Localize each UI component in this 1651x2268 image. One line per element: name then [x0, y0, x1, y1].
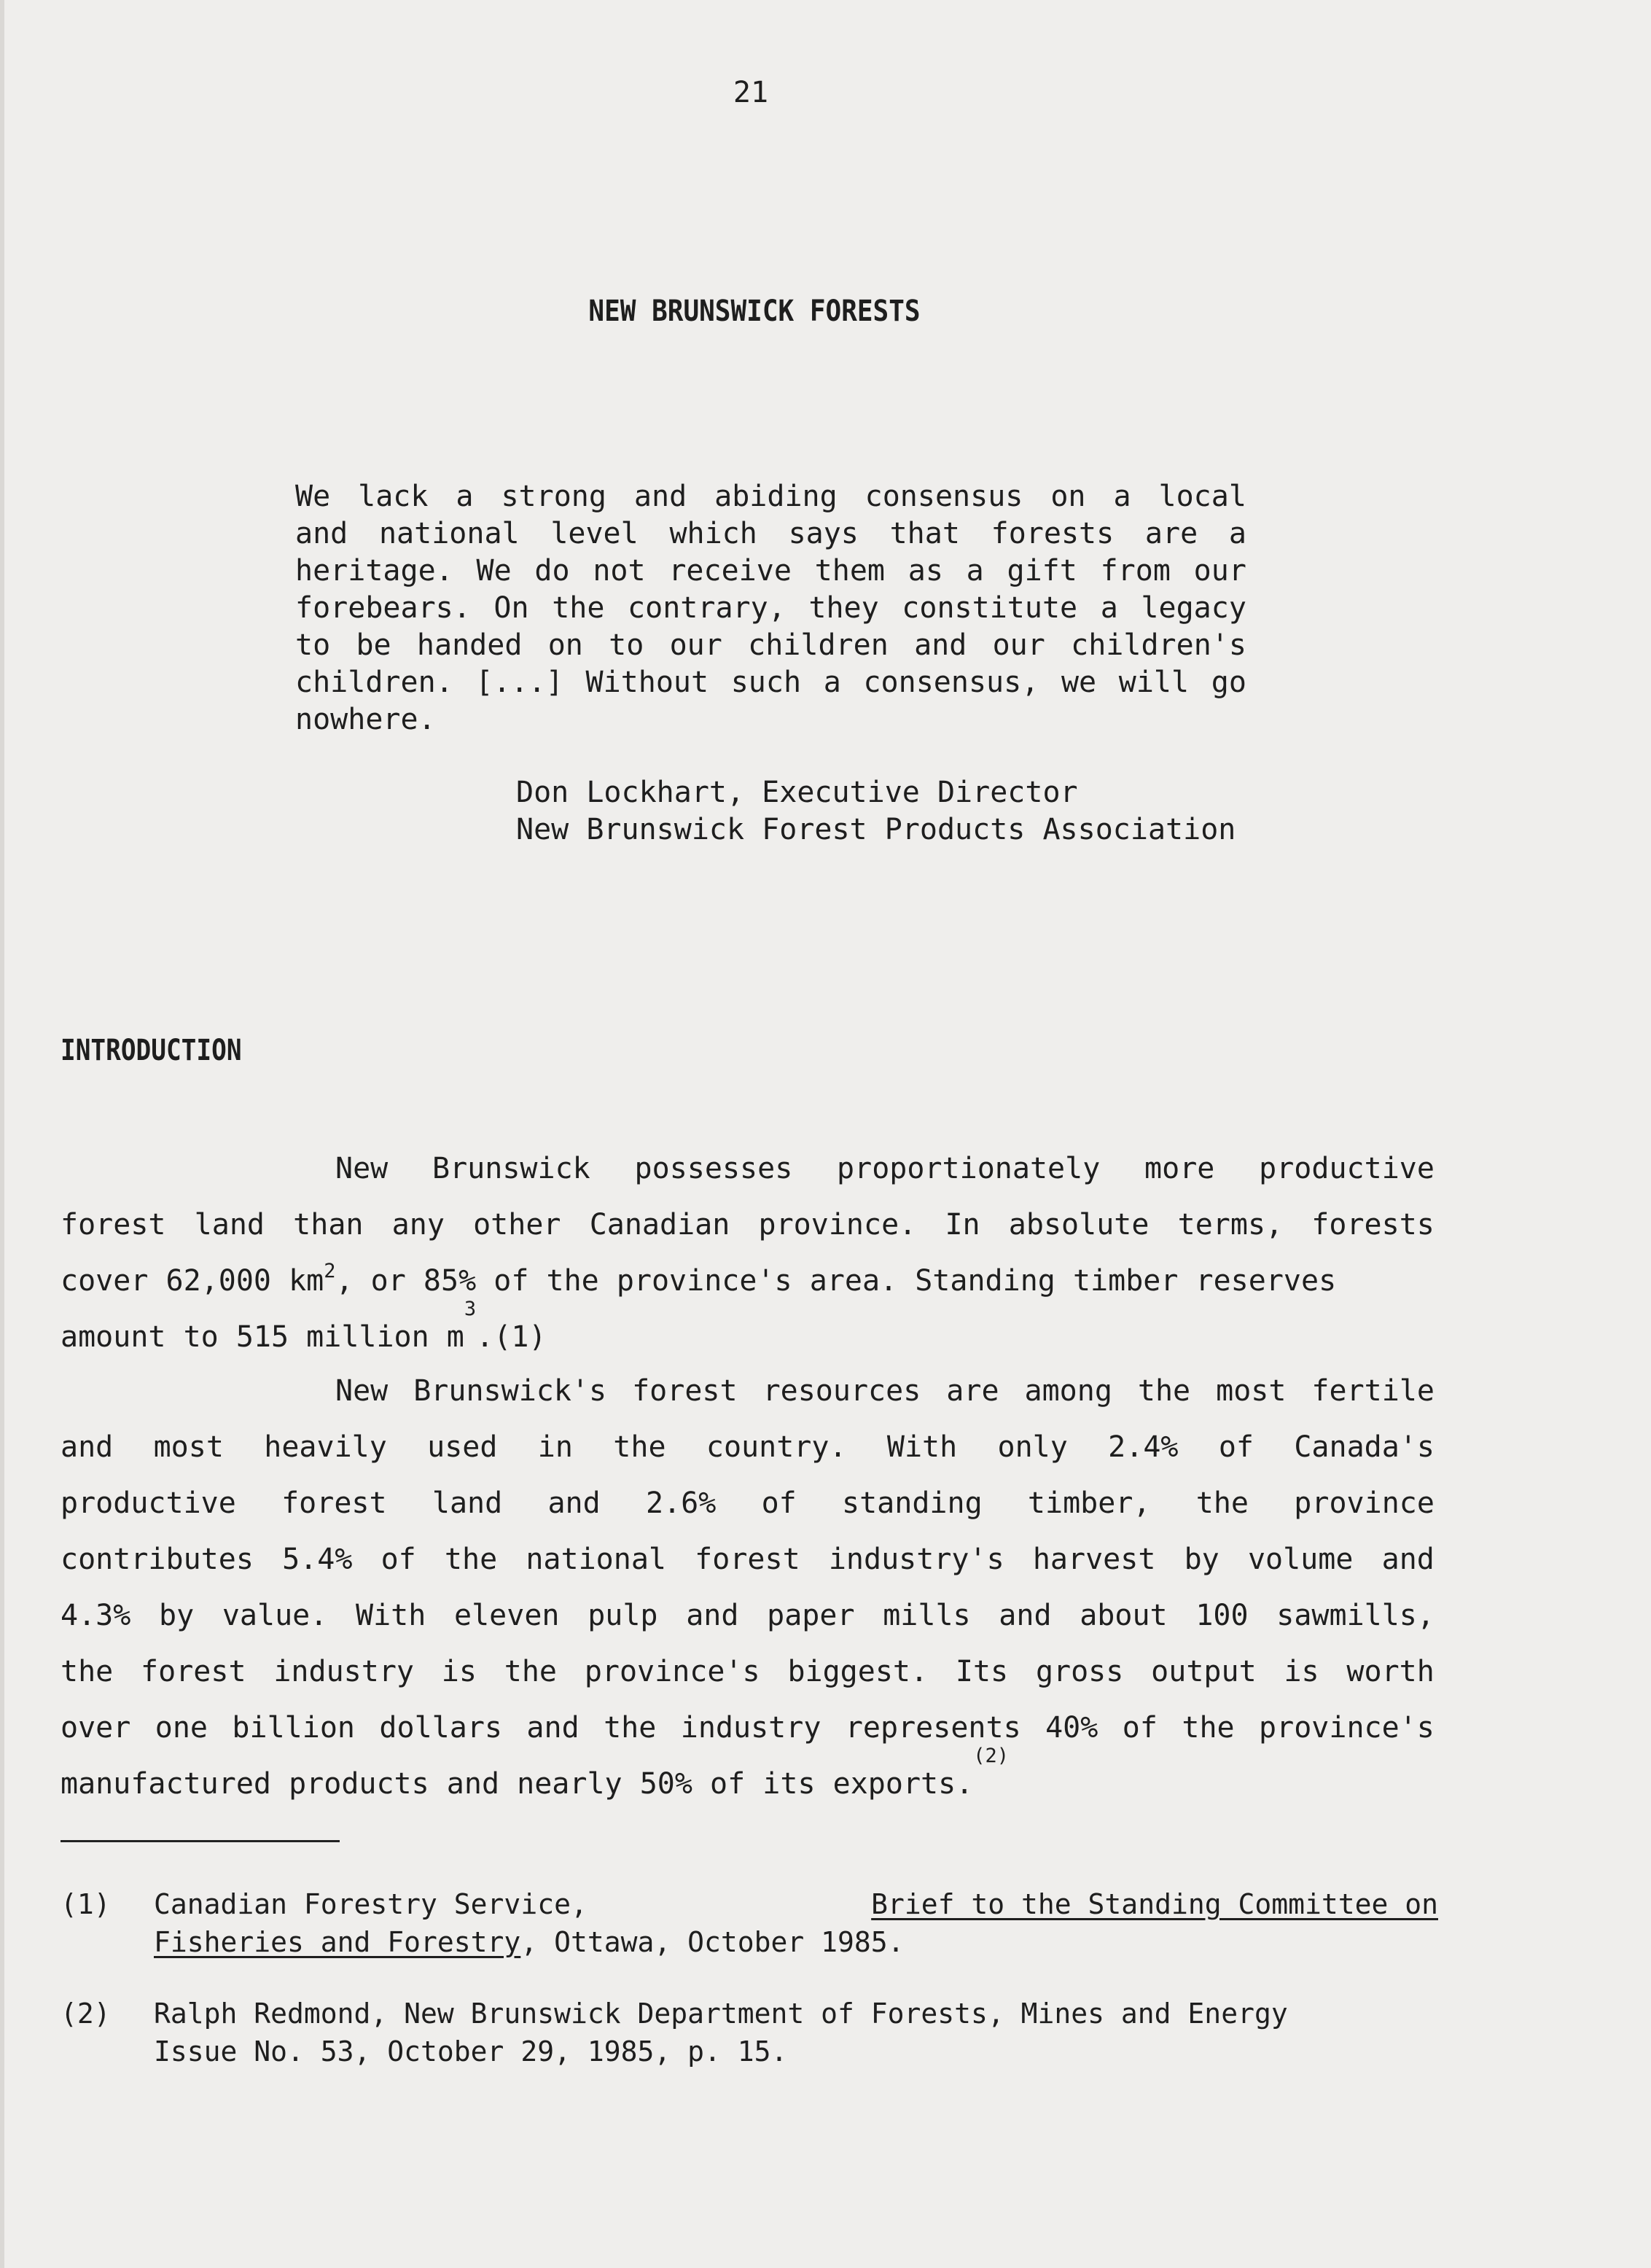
word: the — [1182, 1711, 1235, 1745]
word: 40% — [1045, 1711, 1098, 1745]
word: mills — [883, 1599, 971, 1632]
word: local — [1158, 480, 1246, 513]
paragraph-line — [61, 1532, 1435, 1588]
word: heavily — [264, 1430, 387, 1464]
footnote-2 — [61, 1995, 1438, 2070]
word: possesses — [634, 1152, 793, 1185]
word: Brunswick — [432, 1152, 590, 1185]
word: 100 — [1195, 1599, 1249, 1632]
word: the — [613, 1430, 666, 1464]
attribution-name: Don Lockhart, Executive Director — [516, 776, 1078, 809]
footnote-divider — [61, 1840, 340, 1842]
word: With — [886, 1430, 958, 1464]
word: and — [61, 1430, 114, 1464]
word: province. — [758, 1208, 917, 1242]
word: land — [194, 1208, 265, 1242]
paragraph-1 — [61, 1141, 1435, 1365]
paragraph-2 — [61, 1363, 1435, 1812]
word: On — [493, 591, 529, 625]
word: is — [441, 1655, 477, 1688]
page-title: NEW BRUNSWICK FORESTS — [588, 295, 921, 328]
word: 2.6% — [645, 1486, 717, 1520]
superscript: 2 — [324, 1260, 336, 1282]
word: lack — [358, 480, 429, 513]
word: our — [669, 628, 722, 662]
word: New — [335, 1152, 389, 1185]
paragraph-line — [61, 1197, 1435, 1253]
word: forest — [141, 1655, 246, 1688]
word: and — [914, 628, 967, 662]
paragraph-line — [61, 1700, 1435, 1756]
word: national — [378, 517, 520, 550]
paragraph-line — [61, 1141, 1435, 1197]
word: are — [1144, 517, 1198, 550]
word: of — [761, 1486, 797, 1520]
footnote-line: Issue No. 53, October 29, 1985, p. 15. — [154, 2035, 788, 2068]
word: among — [1024, 1374, 1112, 1408]
word: fertile — [1311, 1374, 1435, 1408]
epigraph-line — [295, 478, 1246, 515]
word: a — [966, 554, 984, 588]
word: that — [889, 517, 960, 550]
word: is — [1284, 1655, 1319, 1688]
footnote-marker: (2) — [61, 1998, 111, 2030]
word: forests — [991, 517, 1115, 550]
word: any — [391, 1208, 445, 1242]
word: [...] — [475, 666, 563, 699]
word: timber, — [1027, 1486, 1151, 1520]
word: receive — [668, 554, 792, 588]
scan-edge — [0, 0, 4, 2268]
word: abiding — [714, 480, 838, 513]
word: New — [335, 1374, 389, 1408]
word: industry — [680, 1711, 821, 1745]
word: about — [1080, 1599, 1168, 1632]
footnote-1 — [61, 1885, 1438, 1961]
word: gross — [1035, 1655, 1124, 1688]
epigraph-quote — [295, 478, 1246, 739]
document-title: Fisheries and Forestry — [154, 1926, 521, 1958]
word: 4.3% — [61, 1599, 131, 1632]
word: forebears. — [295, 591, 471, 625]
word: output — [1151, 1655, 1257, 1688]
document-title: Brief to the Standing Committee on — [871, 1888, 1438, 1920]
word: terms, — [1177, 1208, 1284, 1242]
word: do — [534, 554, 570, 588]
word: and — [999, 1599, 1052, 1632]
word: dollars — [379, 1711, 502, 1745]
word: says — [788, 517, 859, 550]
word: Canadian — [589, 1208, 730, 1242]
word: proportionately — [837, 1152, 1101, 1185]
word: them — [814, 554, 885, 588]
word: and — [526, 1711, 579, 1745]
word: we — [1061, 666, 1097, 699]
word: Brunswick's — [413, 1374, 607, 1408]
word: Its — [955, 1655, 1009, 1688]
word: standing — [842, 1486, 983, 1520]
word: province's — [1259, 1711, 1435, 1745]
word: biggest. — [787, 1655, 929, 1688]
word: Without — [585, 666, 709, 699]
word: level — [550, 517, 639, 550]
epigraph-attribution — [516, 774, 1236, 849]
word: With — [356, 1599, 426, 1632]
word: We — [476, 554, 512, 588]
epigraph-line — [295, 590, 1246, 627]
word: paper — [767, 1599, 855, 1632]
word: forest — [632, 1374, 738, 1408]
word: strong — [501, 480, 606, 513]
word: industry — [273, 1655, 414, 1688]
word: not — [593, 554, 646, 588]
epigraph-line — [295, 553, 1246, 590]
word: province — [1294, 1486, 1435, 1520]
word: our — [1193, 554, 1246, 588]
word: to — [295, 628, 331, 662]
word: absolute — [1008, 1208, 1150, 1242]
word: in — [537, 1430, 573, 1464]
word: on — [1050, 480, 1086, 513]
word: 5.4% — [282, 1543, 353, 1576]
paragraph-line — [61, 1476, 1435, 1532]
word: forest — [281, 1486, 387, 1520]
footnote-line — [154, 1885, 1438, 1923]
epigraph-line — [295, 664, 1246, 701]
epigraph-line: nowhere. — [295, 703, 436, 736]
word: the — [1195, 1486, 1249, 1520]
word: land — [432, 1486, 503, 1520]
word: eleven — [454, 1599, 560, 1632]
word: the — [552, 591, 605, 625]
word: a — [1113, 480, 1131, 513]
word: go — [1211, 666, 1246, 699]
word: productive — [1259, 1152, 1435, 1185]
word: over — [61, 1711, 131, 1745]
word: will — [1118, 666, 1190, 699]
word: and — [686, 1599, 739, 1632]
word: children — [748, 628, 889, 662]
word: worth — [1346, 1655, 1435, 1688]
word: province's — [584, 1655, 760, 1688]
word: and — [295, 517, 348, 550]
word: more — [1144, 1152, 1215, 1185]
footnote-text — [154, 1995, 1438, 2070]
word: resources — [762, 1374, 921, 1408]
superscript: 3 — [464, 1298, 477, 1320]
footnote-text — [154, 1885, 1438, 1961]
word: national — [526, 1543, 666, 1576]
footnote-marker: (1) — [61, 1888, 111, 1920]
word: a — [823, 666, 841, 699]
word: handed — [416, 628, 523, 662]
word: one — [155, 1711, 208, 1745]
word: of — [1218, 1430, 1254, 1464]
word: In — [945, 1208, 980, 1242]
text-fragment: cover 62,000 $km^2$, or 85% of the province's area. Standing timber reserves — [61, 1260, 1337, 1298]
epigraph-line — [295, 627, 1246, 664]
word: a — [1228, 517, 1246, 550]
word: of — [380, 1543, 416, 1576]
word: pulp — [588, 1599, 658, 1632]
word: 2.4% — [1108, 1430, 1179, 1464]
paragraph-line — [61, 1588, 1435, 1644]
word: the — [604, 1711, 657, 1745]
word: children's — [1071, 628, 1246, 662]
paragraph-line: amount to 515 million m 3 .(1) — [61, 1309, 1435, 1365]
word: Canada's — [1294, 1430, 1435, 1464]
word: forests — [1311, 1208, 1435, 1242]
word: forest — [61, 1208, 166, 1242]
word: are — [946, 1374, 999, 1408]
word: be — [356, 628, 391, 662]
word: most — [153, 1430, 224, 1464]
paragraph-line — [61, 1363, 1435, 1419]
word: heritage. — [295, 554, 453, 588]
word: productive — [61, 1486, 236, 1520]
word: We — [295, 480, 331, 513]
word: the — [61, 1655, 114, 1688]
epigraph-line — [295, 515, 1246, 553]
word: from — [1100, 554, 1171, 588]
word: contributes — [61, 1543, 254, 1576]
footnote-line: Ralph Redmond, New Brunswick Department of Forests, Mines and Energy — [154, 1998, 1288, 2030]
word: of — [1122, 1711, 1158, 1745]
word: our — [992, 628, 1045, 662]
word: children. — [295, 666, 453, 699]
word: only — [997, 1430, 1068, 1464]
word: value. — [222, 1599, 328, 1632]
paragraph-line: manufactured products and nearly 50% of its exports. (2) — [61, 1756, 1435, 1812]
word: on — [547, 628, 583, 662]
word: they — [808, 591, 879, 625]
word: volume — [1247, 1543, 1354, 1576]
word: than — [293, 1208, 364, 1242]
section-heading-introduction: INTRODUCTION — [61, 1034, 242, 1067]
word: other — [473, 1208, 561, 1242]
footnote-reference: (2) — [973, 1745, 1010, 1767]
word: a — [1100, 591, 1118, 625]
word: used — [427, 1430, 498, 1464]
footnote-source: Canadian Forestry Service, — [154, 1888, 604, 1920]
word: billion — [232, 1711, 355, 1745]
word: consensus — [864, 480, 1023, 513]
word: contrary, — [628, 591, 786, 625]
word: and — [1381, 1543, 1435, 1576]
word: to — [609, 628, 644, 662]
word: the — [504, 1655, 558, 1688]
word: the — [444, 1543, 498, 1576]
word: by — [159, 1599, 195, 1632]
page-number: 21 — [733, 76, 769, 109]
paragraph-line — [61, 1644, 1435, 1700]
word: which — [669, 517, 757, 550]
word: and — [633, 480, 687, 513]
word: country. — [706, 1430, 847, 1464]
attribution-organization: New Brunswick Forest Products Association — [516, 813, 1236, 846]
word: sawmills, — [1276, 1599, 1435, 1632]
word: forest — [695, 1543, 800, 1576]
word: the — [1137, 1374, 1191, 1408]
word: legacy — [1141, 591, 1246, 625]
word: consensus, — [863, 666, 1039, 699]
paragraph-line — [61, 1419, 1435, 1476]
footnote-line: Fisheries and Forestry, Ottawa, October 1985. — [154, 1926, 905, 1958]
word: such — [730, 666, 802, 699]
word: gift — [1007, 554, 1077, 588]
word: represents — [845, 1711, 1021, 1745]
word: as — [908, 554, 943, 588]
word: harvest — [1032, 1543, 1156, 1576]
word: most — [1216, 1374, 1287, 1408]
word: constitute — [902, 591, 1078, 625]
paragraph-line — [61, 1253, 1435, 1309]
word: a — [456, 480, 474, 513]
word: by — [1184, 1543, 1219, 1576]
word: and — [547, 1486, 601, 1520]
word: industry's — [828, 1543, 1004, 1576]
